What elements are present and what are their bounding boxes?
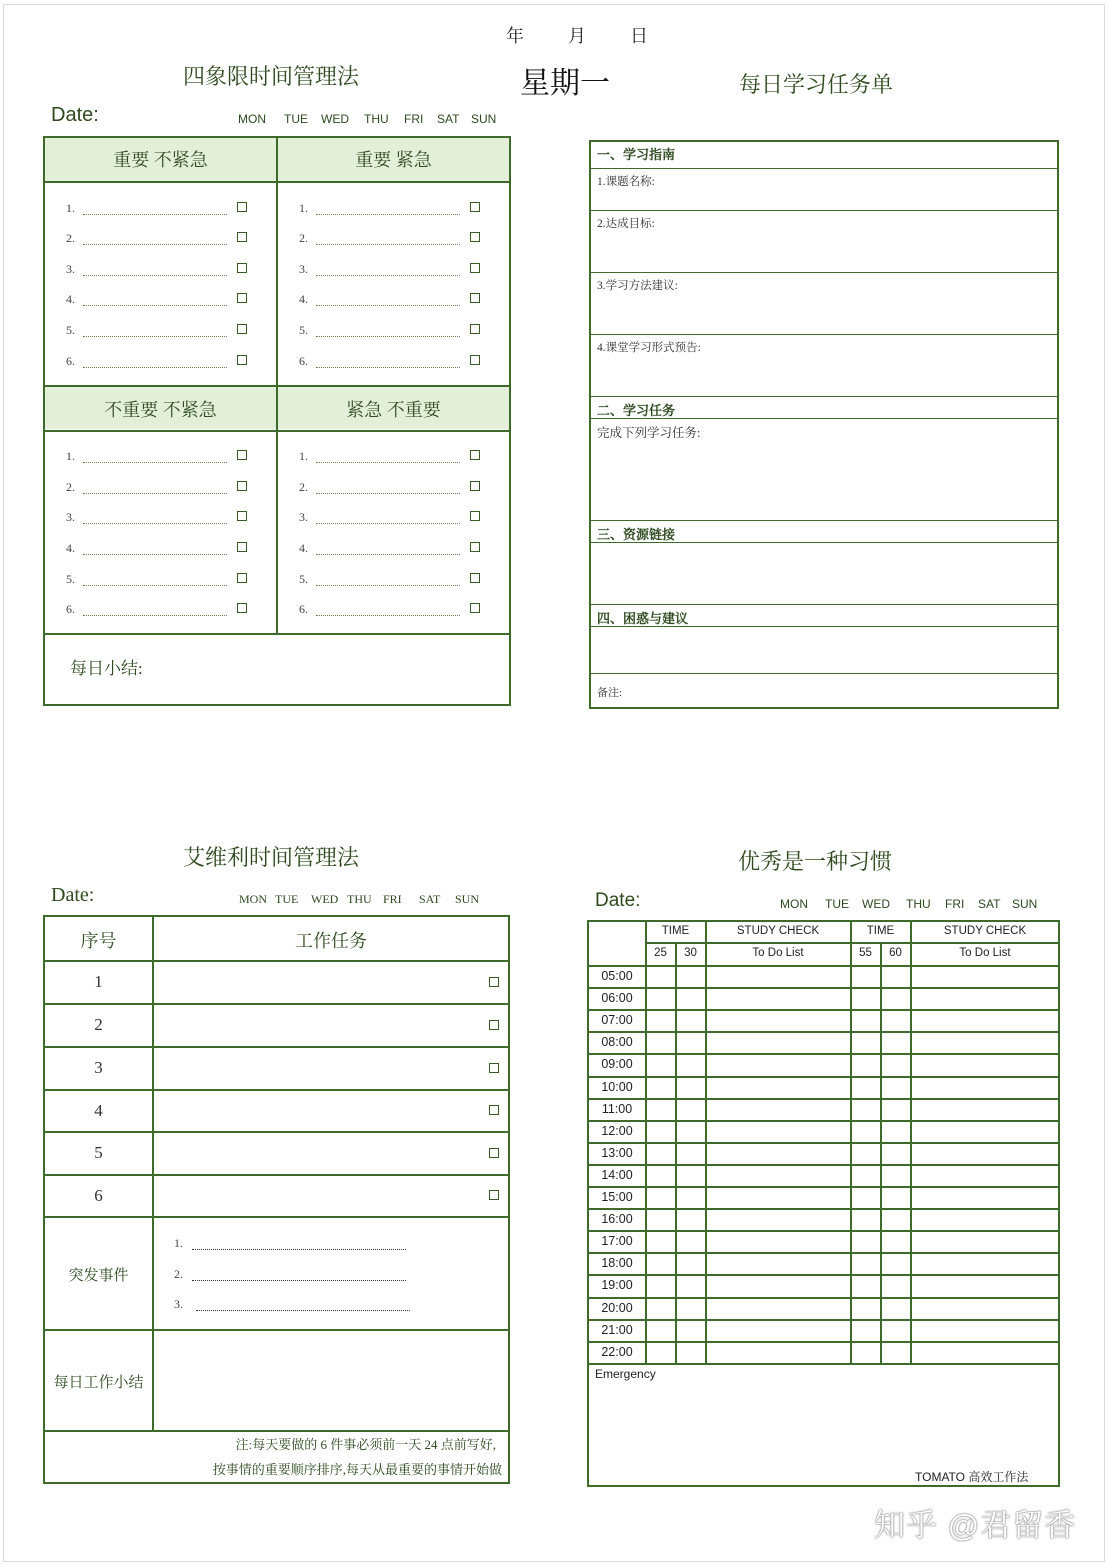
tomato-study-check-header: STUDY CHECK — [943, 925, 1027, 937]
weekday-label: 星期一 — [520, 67, 610, 100]
day-thu: THU — [364, 112, 389, 126]
checkbox[interactable] — [470, 202, 480, 212]
ivy-row-number: 6 — [94, 1186, 103, 1205]
write-line[interactable] — [316, 214, 460, 215]
tomato-time-slot: 14:00 — [601, 1167, 633, 1182]
ivy-col-number: 序号 — [80, 931, 117, 951]
write-line[interactable] — [316, 367, 460, 368]
tomato-divider — [675, 942, 677, 1363]
checkbox[interactable] — [237, 450, 247, 460]
study-class-label: 4.课堂学习形式预告: — [597, 342, 701, 354]
study-note-label: 备注: — [597, 687, 623, 699]
quadrant-divider — [276, 136, 278, 634]
study-line — [590, 168, 1058, 169]
tomato-divider — [880, 942, 882, 1363]
tomato-title: 优秀是一种习惯 — [738, 849, 893, 874]
write-line[interactable] — [83, 336, 227, 337]
list-number: 4. — [299, 292, 308, 306]
ivy-line — [43, 1329, 510, 1331]
list-number: 4. — [66, 292, 75, 306]
list-number: 6. — [66, 602, 75, 616]
study-title: 每日学习任务单 — [739, 72, 894, 97]
ivy-line — [43, 960, 510, 962]
checkbox[interactable] — [237, 511, 247, 521]
month-label: 月 — [568, 26, 586, 46]
tomato-time-header: TIME — [661, 925, 690, 937]
list-number: 1. — [66, 449, 75, 463]
tomato-time-slot: 10:00 — [601, 1079, 633, 1094]
list-number: 5. — [66, 323, 75, 337]
list-number: 1. — [66, 201, 75, 215]
list-number: 2. — [66, 231, 75, 245]
day-wed: WED — [311, 892, 339, 906]
list-number: 4. — [299, 541, 308, 555]
tomato-time-slot: 09:00 — [601, 1057, 633, 1072]
checkbox[interactable] — [470, 293, 480, 303]
checkbox[interactable] — [470, 450, 480, 460]
write-line[interactable] — [83, 554, 227, 555]
ivy-title: 艾维利时间管理法 — [183, 845, 360, 870]
tomato-line — [587, 1252, 1060, 1254]
checkbox[interactable] — [237, 263, 247, 273]
checkbox[interactable] — [489, 1020, 499, 1030]
list-number: 1. — [299, 449, 308, 463]
tomato-line — [587, 1142, 1060, 1144]
study-line — [590, 520, 1058, 521]
list-number: 5. — [299, 323, 308, 337]
tomato-divider — [705, 920, 707, 1363]
write-line[interactable] — [316, 493, 460, 494]
write-line[interactable] — [316, 615, 460, 616]
tomato-study-check-header: STUDY CHECK — [736, 925, 820, 937]
study-line — [590, 272, 1058, 273]
day-tue: TUE — [825, 897, 849, 911]
list-number: 2. — [299, 231, 308, 245]
day-wed: WED — [862, 897, 890, 911]
tomato-divider — [850, 920, 852, 1363]
checkbox[interactable] — [489, 1148, 499, 1158]
checkbox[interactable] — [237, 355, 247, 365]
tomato-line — [587, 1031, 1060, 1033]
ivy-row-number: 2 — [94, 1015, 103, 1034]
write-line[interactable] — [83, 462, 227, 463]
tomato-emergency-label: Emergency — [595, 1367, 656, 1381]
day-fri: FRI — [404, 112, 424, 126]
write-line[interactable] — [316, 275, 460, 276]
write-line[interactable] — [83, 244, 227, 245]
checkbox[interactable] — [489, 1063, 499, 1073]
write-line[interactable] — [83, 275, 227, 276]
list-number: 2. — [66, 480, 75, 494]
write-line[interactable] — [83, 585, 227, 586]
ivy-row-number: 4 — [94, 1101, 103, 1120]
day-sun: SUN — [1012, 897, 1038, 911]
checkbox[interactable] — [489, 1105, 499, 1115]
box-urgent-not-important: 紧急 不重要 — [346, 400, 441, 420]
ivy-line — [43, 1131, 510, 1133]
box-important-not-urgent: 重要 不紧急 — [113, 150, 208, 170]
day-sun: SUN — [455, 892, 480, 906]
ivy-emergency-label: 突发事件 — [68, 1268, 129, 1284]
list-number: 6. — [66, 354, 75, 368]
tomato-line — [646, 942, 1059, 944]
list-number: 4. — [66, 541, 75, 555]
list-number: 6. — [299, 354, 308, 368]
tomato-time-slot: 15:00 — [601, 1190, 633, 1204]
tomato-line — [587, 1120, 1060, 1122]
tomato-footer: TOMATO 高效工作法 — [915, 1470, 1029, 1484]
checkbox[interactable] — [489, 1190, 499, 1200]
write-line[interactable] — [316, 554, 460, 555]
ivy-line — [43, 1174, 510, 1176]
tomato-line — [587, 987, 1060, 989]
tomato-min-30: 30 — [684, 947, 697, 959]
list-number: 1. — [299, 201, 308, 215]
checkbox[interactable] — [470, 263, 480, 273]
tomato-time-slot: 21:00 — [601, 1322, 633, 1337]
ivy-line — [43, 1046, 510, 1048]
checkbox[interactable] — [237, 481, 247, 491]
checkbox[interactable] — [470, 481, 480, 491]
list-number: 3. — [299, 510, 308, 524]
checkbox[interactable] — [470, 573, 480, 583]
tomato-line — [587, 1076, 1060, 1078]
write-line[interactable] — [316, 462, 460, 463]
ivy-note-line1: 注:每天要做的 6 件事必须前一天 24 点前写好, — [235, 1437, 496, 1452]
tomato-time-slot: 19:00 — [601, 1278, 633, 1293]
checkbox[interactable] — [237, 542, 247, 552]
tomato-time-header: TIME — [866, 925, 895, 937]
ivy-row-number: 3 — [94, 1058, 103, 1077]
study-section-tasks: 二、学习任务 — [597, 403, 676, 418]
study-goal-label: 2.达成目标: — [597, 218, 655, 230]
checkbox[interactable] — [237, 324, 247, 334]
tomato-table — [587, 920, 1060, 1487]
tomato-divider — [910, 920, 912, 1363]
ivy-note-line2: 按事情的重要顺序排序,每天从最重要的事情开始做 — [212, 1462, 502, 1477]
checkbox[interactable] — [470, 232, 480, 242]
study-line — [590, 334, 1058, 335]
day-sat: SAT — [978, 897, 1001, 911]
day-sat: SAT — [437, 112, 460, 126]
write-line[interactable] — [83, 523, 227, 524]
day-wed: WED — [321, 112, 349, 126]
tomato-min-60: 60 — [889, 947, 902, 959]
write-line[interactable] — [83, 367, 227, 368]
write-line[interactable] — [192, 1280, 406, 1281]
day-tue: TUE — [275, 892, 299, 906]
day-fri: FRI — [945, 897, 965, 911]
quadrant-title: 四象限时间管理法 — [183, 64, 360, 89]
checkbox[interactable] — [470, 603, 480, 613]
box-important-urgent: 重要 紧急 — [355, 150, 432, 170]
ivy-date-label: Date: — [51, 884, 95, 906]
tomato-time-slot: 06:00 — [601, 991, 633, 1006]
study-line — [590, 604, 1058, 605]
ivy-line — [43, 1216, 510, 1218]
tomato-line — [587, 1186, 1060, 1188]
study-tasks-sub: 完成下列学习任务: — [597, 426, 701, 440]
study-method-label: 3.学习方法建议: — [597, 280, 678, 292]
day-fri: FRI — [383, 892, 402, 906]
write-line[interactable] — [192, 1249, 406, 1250]
tomato-time-slot: 20:00 — [601, 1300, 633, 1315]
watermark: 知乎 @君留香 — [874, 1508, 1077, 1543]
write-line[interactable] — [83, 493, 227, 494]
ivy-line — [43, 1430, 510, 1432]
ivy-summary-label: 每日工作小结 — [53, 1375, 144, 1391]
tomato-time-slot: 11:00 — [601, 1101, 633, 1116]
ivy-line — [43, 1089, 510, 1091]
tomato-line — [587, 1053, 1060, 1055]
ivy-row-number: 1 — [94, 972, 103, 991]
day-mon: MON — [239, 892, 268, 906]
checkbox[interactable] — [237, 603, 247, 613]
tomato-line — [587, 1274, 1060, 1276]
day-mon: MON — [238, 112, 266, 126]
list-number: 3. — [66, 510, 75, 524]
quadrant-summary-label: 每日小结: — [70, 659, 143, 678]
ivy-col-task: 工作任务 — [295, 931, 367, 951]
day-thu: THU — [906, 897, 931, 911]
study-line — [590, 210, 1058, 211]
list-number: 2. — [299, 480, 308, 494]
tomato-line — [587, 1164, 1060, 1166]
tomato-time-slot: 22:00 — [601, 1344, 633, 1359]
list-number: 3. — [174, 1297, 183, 1311]
tomato-time-slot: 12:00 — [601, 1123, 633, 1138]
checkbox[interactable] — [470, 355, 480, 365]
tomato-time-slot: 05:00 — [601, 969, 633, 983]
checkbox[interactable] — [470, 511, 480, 521]
write-line[interactable] — [196, 1310, 410, 1311]
box-not-important-not-urgent: 不重要 不紧急 — [104, 400, 217, 420]
tomato-min-25: 25 — [654, 947, 667, 959]
day-sun: SUN — [471, 112, 497, 126]
tomato-line — [587, 965, 1060, 967]
day-tue: TUE — [284, 112, 308, 126]
checkbox[interactable] — [237, 573, 247, 583]
tomato-line — [587, 1230, 1060, 1232]
checkbox[interactable] — [237, 202, 247, 212]
checkbox[interactable] — [237, 293, 247, 303]
year-label: 年 — [506, 26, 524, 46]
study-section-guide: 一、学习指南 — [597, 147, 676, 162]
write-line[interactable] — [316, 336, 460, 337]
checkbox[interactable] — [237, 232, 247, 242]
tomato-line — [587, 1319, 1060, 1321]
list-number: 6. — [299, 602, 308, 616]
write-line[interactable] — [316, 305, 460, 306]
tomato-line — [587, 1208, 1060, 1210]
tomato-line — [587, 1009, 1060, 1011]
tomato-time-slot: 17:00 — [601, 1234, 633, 1249]
tomato-todo-header: To Do List — [752, 947, 804, 959]
tomato-min-55: 55 — [859, 947, 872, 959]
study-topic-label: 1.课题名称: — [597, 176, 655, 188]
tomato-todo-header: To Do List — [959, 947, 1011, 959]
tomato-line — [587, 1098, 1060, 1100]
checkbox[interactable] — [470, 324, 480, 334]
list-number: 3. — [66, 262, 75, 276]
write-line[interactable] — [83, 615, 227, 616]
list-number: 3. — [299, 262, 308, 276]
tomato-date-label: Date: — [595, 890, 641, 911]
write-line[interactable] — [316, 244, 460, 245]
list-number: 2. — [174, 1267, 183, 1281]
tomato-time-slot: 18:00 — [601, 1256, 633, 1271]
tomato-time-slot: 16:00 — [601, 1212, 633, 1227]
tomato-time-slot: 07:00 — [601, 1013, 633, 1028]
list-number: 5. — [299, 572, 308, 586]
list-number: 5. — [66, 572, 75, 586]
quadrant-date-label: Date: — [51, 104, 99, 126]
ivy-line — [43, 1003, 510, 1005]
tomato-line — [587, 1363, 1060, 1365]
tomato-time-slot: 08:00 — [601, 1035, 633, 1050]
checkbox[interactable] — [470, 542, 480, 552]
checkbox[interactable] — [489, 977, 499, 987]
study-line — [590, 396, 1058, 397]
study-section-questions: 四、困惑与建议 — [597, 611, 689, 626]
day-thu: THU — [347, 892, 372, 906]
tomato-line — [587, 1297, 1060, 1299]
write-line[interactable] — [316, 523, 460, 524]
ivy-row-number: 5 — [94, 1143, 103, 1162]
day-sat: SAT — [419, 892, 441, 906]
day-label: 日 — [630, 26, 648, 46]
tomato-line — [587, 1341, 1060, 1343]
study-line — [590, 673, 1058, 674]
study-section-resources: 三、资源链接 — [597, 527, 676, 542]
write-line[interactable] — [316, 585, 460, 586]
tomato-time-slot: 13:00 — [601, 1145, 633, 1160]
day-mon: MON — [780, 897, 808, 911]
write-line[interactable] — [83, 305, 227, 306]
list-number: 1. — [174, 1236, 183, 1250]
write-line[interactable] — [83, 214, 227, 215]
tomato-divider — [645, 920, 647, 1363]
